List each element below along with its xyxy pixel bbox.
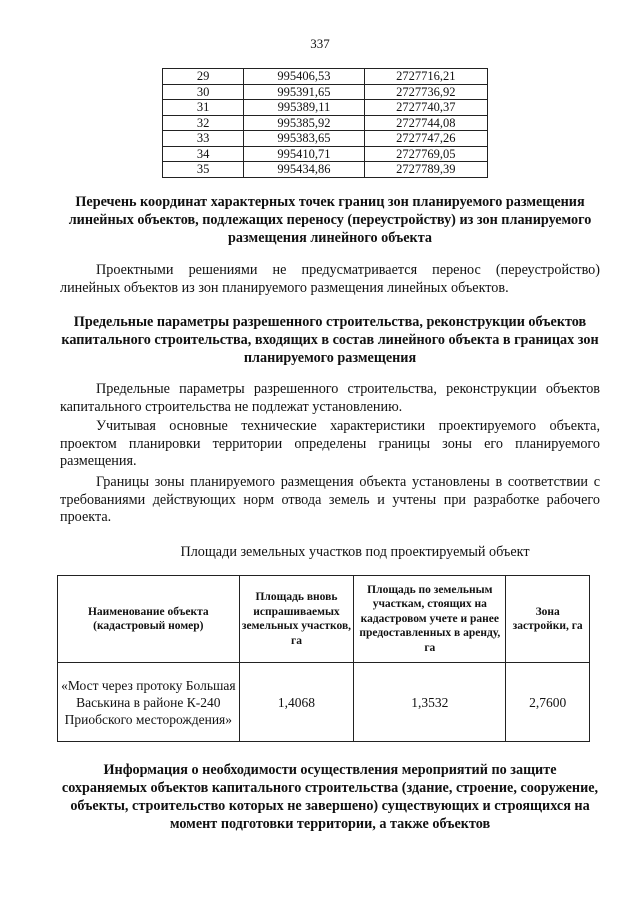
coord-x: 995434,86: [244, 162, 364, 178]
point-number: 30: [163, 84, 244, 100]
table-row: [163, 146, 488, 162]
section-heading-construction-limits: Предельные параметры разрешенного строительства, реконструкции объектов капитального строительства, входящих в состав линейного объекта в границах зон планируемого размещения: [61, 314, 599, 366]
point-number: 35: [163, 162, 244, 178]
point-number: 31: [163, 100, 244, 116]
page-number: 337: [310, 36, 330, 51]
paragraph-limits: Предельные параметры разрешенного строительства, реконструкции объектов капитального строительства не подлежат установлению.: [60, 381, 600, 415]
column-header-building-zone: Зона застройки, га: [506, 576, 590, 663]
table-row: [163, 69, 488, 85]
point-number: 32: [163, 115, 244, 131]
section-heading-protection-measures: Информация о необходимости осуществления мероприятий по защите сохраняемых объектов капитального строительства (здание, строение, сооружение, объекты, строительство которых не завершено) существующих и строящихся на момент подготовки территории, а также объектов: [61, 762, 599, 832]
coord-x: 995406,53: [244, 69, 364, 85]
table-row: [163, 131, 488, 147]
table-caption: Площади земельных участков под проектируемый объект: [180, 544, 530, 560]
table-header-row: [58, 576, 590, 663]
coord-x: 995410,71: [244, 146, 364, 162]
coord-y: 2727740,37: [364, 100, 487, 116]
paragraph-boundaries-established: Границы зоны планируемого размещения объекта установлены в соответствии с требованиями действующих норм отвода земель и учтены при разработке рабочего проекта.: [60, 474, 600, 525]
table-row: [163, 84, 488, 100]
coord-x: 995391,65: [244, 84, 364, 100]
coord-y: 2727747,26: [364, 131, 487, 147]
coord-y: 2727716,21: [364, 69, 487, 85]
paragraph-relocation: Проектными решениями не предусматривается перенос (переустройство) линейных объектов из зон планируемого размещения линейных объектов.: [60, 262, 600, 296]
point-number: 29: [163, 69, 244, 85]
point-number: 33: [163, 131, 244, 147]
section-heading-relocation: Перечень координат характерных точек границ зон планируемого размещения линейных объектов, подлежащих переносу (переустройству) из зон планируемого размещения линейного объекта: [68, 194, 592, 246]
coord-x: 995385,92: [244, 115, 364, 131]
new-area-cell: 1,4068: [239, 663, 354, 742]
coord-y: 2727789,39: [364, 162, 487, 178]
coord-y: 2727744,08: [364, 115, 487, 131]
land-areas-table: [57, 575, 590, 742]
column-header-new-area: Площадь вновь испрашиваемых земельных участков, га: [239, 576, 354, 663]
registered-area-cell: 1,3532: [354, 663, 506, 742]
table-row: [163, 100, 488, 116]
building-zone-cell: 2,7600: [506, 663, 590, 742]
column-header-object-name: Наименование объекта (кадастровый номер): [58, 576, 240, 663]
coord-x: 995383,65: [244, 131, 364, 147]
table-row: [163, 162, 488, 178]
coord-x: 995389,11: [244, 100, 364, 116]
column-header-registered-area: Площадь по земельным участкам, стоящих на кадастровом учете и ранее предоставленных в аренду, га: [354, 576, 506, 663]
object-name-cell: «Мост через протоку Большая Васькина в районе К-240 Приобского месторождения»: [58, 663, 240, 742]
coord-y: 2727736,92: [364, 84, 487, 100]
table-row: [163, 115, 488, 131]
paragraph-boundaries-defined: Учитывая основные технические характеристики проектируемого объекта, проектом планировки территории определены границы зоны его планируемого размещения.: [60, 418, 600, 469]
table-row: [58, 663, 590, 742]
coordinates-table: [162, 68, 488, 178]
point-number: 34: [163, 146, 244, 162]
coord-y: 2727769,05: [364, 146, 487, 162]
